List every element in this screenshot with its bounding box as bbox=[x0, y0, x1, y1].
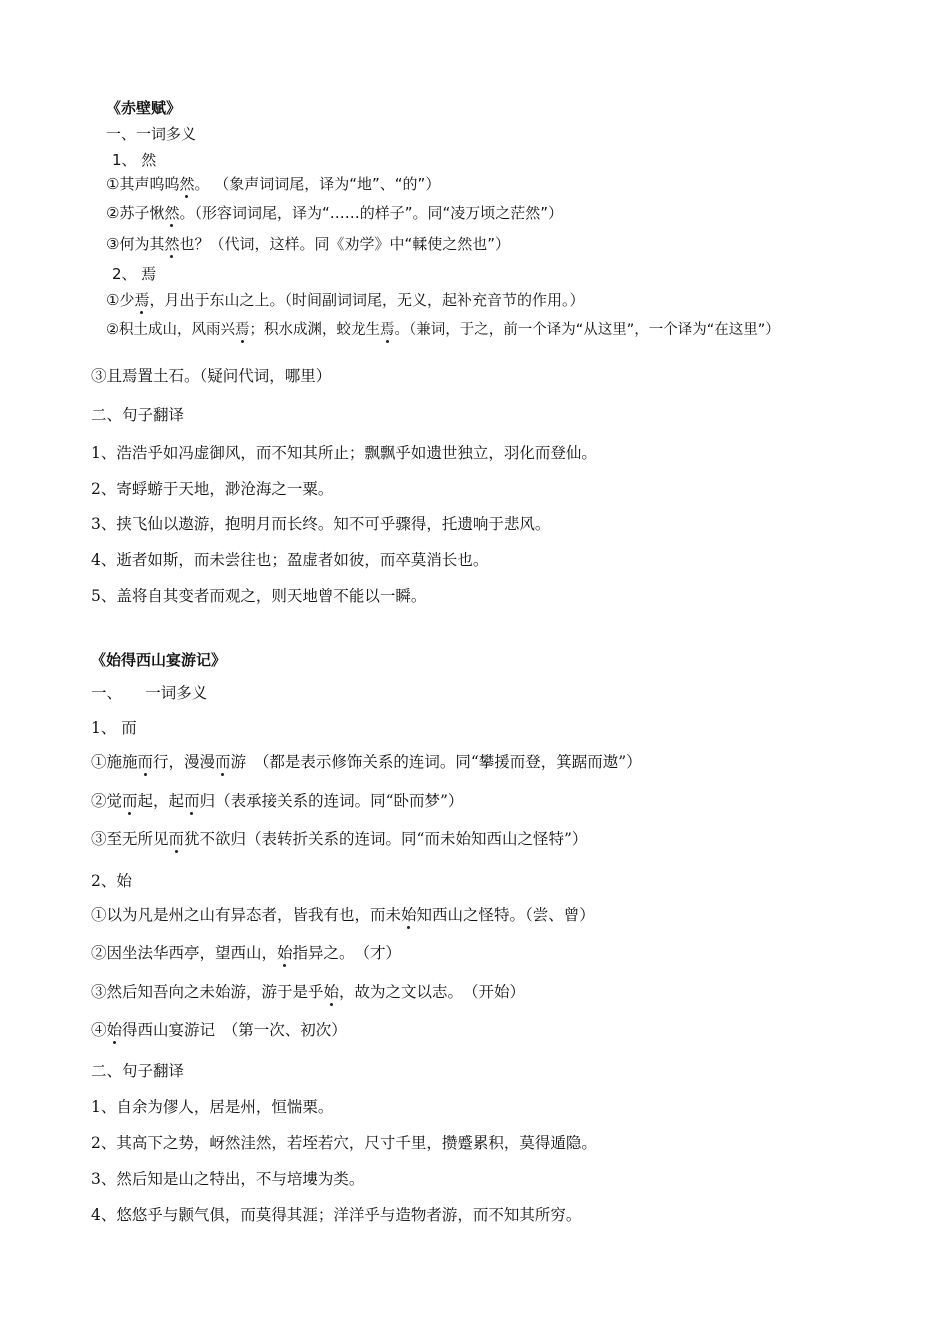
keyword: 焉 bbox=[122, 367, 138, 385]
chibi-ran-item-2 bbox=[106, 203, 563, 223]
item-text: 行，漫漫 bbox=[153, 753, 216, 771]
item-text: 归（表承接关系的连词。同“卧而梦”） bbox=[199, 792, 464, 810]
xishan-shi-item-1 bbox=[91, 905, 595, 925]
item-text: 得西山宴游记 （第一次、初次） bbox=[122, 1021, 347, 1039]
chibi-ran-item-1 bbox=[106, 174, 440, 194]
chibi-heading-translation: 二、句子翻译 bbox=[91, 406, 185, 424]
item-text: ③且 bbox=[91, 367, 123, 385]
dotted-keyword: 然 bbox=[164, 204, 180, 222]
item-text: 也？（代词，这样。同《劝学》中“輮使之然也”） bbox=[179, 235, 511, 253]
xishan-shi-item-4 bbox=[91, 1020, 347, 1040]
chibi-sentence-4: 4、逝者如斯，而未尝往也；盈虚者如彼，而卒莫消长也。 bbox=[91, 551, 489, 569]
item-text: ③至无所见 bbox=[91, 830, 169, 848]
item-text: 知西山之怪特。（尝、曾） bbox=[416, 906, 595, 924]
dotted-keyword: 始 bbox=[323, 983, 340, 1001]
chibi-yan-item-2 bbox=[106, 320, 780, 340]
item-text: ①以为凡是州之山有异态者，皆我有也，而未 bbox=[91, 906, 402, 924]
item-text: 起，起 bbox=[137, 792, 185, 810]
item-text: 。（兼词，于之，前一个译为“从这里”，一个译为“在这里”） bbox=[394, 322, 780, 338]
xishan-er-item-1 bbox=[91, 752, 642, 772]
xishan-sentence-4: 4、悠悠乎与颢气俱，而莫得其涯；洋洋乎与造物者游，而不知其所穷。 bbox=[91, 1206, 582, 1224]
dotted-keyword: 而 bbox=[168, 830, 185, 848]
chibi-sentence-3: 3、挟飞仙以遨游，抱明月而长终。知不可乎骤得，托遗响于悲风。 bbox=[91, 515, 551, 533]
item-text: 。 （象声词词尾，译为“地”、“的”） bbox=[194, 175, 441, 193]
xishan-er-item-3 bbox=[91, 829, 587, 849]
item-text: ③何为其 bbox=[106, 235, 165, 253]
xishan-heading-polysemy: 一、 一词多义 bbox=[91, 684, 208, 702]
xishan-word-label-er: 1、 而 bbox=[91, 719, 137, 737]
dotted-keyword: 然 bbox=[164, 235, 180, 253]
item-text: ③然后知吾向之未始游，游于是乎 bbox=[91, 983, 324, 1001]
dotted-keyword: 焉 bbox=[235, 322, 250, 338]
section-title-chibi: 《赤壁赋》 bbox=[106, 99, 182, 117]
item-text: ④ bbox=[91, 1021, 107, 1039]
dotted-keyword: 始 bbox=[277, 944, 293, 962]
chibi-word-label-yan: 2、 焉 bbox=[112, 265, 157, 283]
item-text: 指异之。 （才） bbox=[292, 944, 402, 962]
xishan-heading-translation: 二、句子翻译 bbox=[91, 1062, 185, 1080]
item-text: 。（形容词词尾，译为“……的样子”。同“凌万顷之茫然”） bbox=[179, 204, 564, 222]
chibi-sentence-1: 1、浩浩乎如冯虚御风，而不知其所止；飘飘乎如遗世独立，羽化而登仙。 bbox=[91, 444, 597, 462]
item-text: 犹不欲归（表转折关系的连词。同“而未始知西山之怪特”） bbox=[184, 830, 588, 848]
dotted-keyword: 而 bbox=[137, 753, 154, 771]
item-text: ，故为之文以志。 （开始） bbox=[339, 983, 526, 1001]
dotted-keyword: 始 bbox=[401, 906, 417, 924]
item-text: ②积土成山，风雨兴 bbox=[106, 322, 235, 338]
dotted-keyword: 而 bbox=[215, 753, 231, 771]
item-text: 置土石。（疑问代词，哪里） bbox=[137, 367, 332, 385]
chibi-sentence-5: 5、盖将自其变者而观之，则天地曾不能以一瞬。 bbox=[91, 587, 427, 605]
dotted-keyword: 而 bbox=[184, 792, 200, 810]
dotted-keyword: 然 bbox=[179, 175, 195, 193]
dotted-keyword: 焉 bbox=[134, 291, 150, 309]
dotted-keyword: 而 bbox=[122, 792, 138, 810]
item-text: ；积水成渊，蛟龙生 bbox=[249, 322, 380, 338]
dotted-keyword: 始 bbox=[106, 1021, 123, 1039]
xishan-sentence-2: 2、其高下之势，岈然洼然，若垤若穴，尺寸千里，攒蹙累积，莫得遁隐。 bbox=[91, 1134, 597, 1152]
chibi-heading-polysemy: 一、一词多义 bbox=[106, 125, 197, 143]
item-text: ①少 bbox=[106, 291, 135, 309]
chibi-sentence-2: 2、寄蜉蝣于天地，渺沧海之一粟。 bbox=[91, 480, 334, 498]
xishan-sentence-3: 3、然后知是山之特出，不与培塿为类。 bbox=[91, 1170, 365, 1188]
chibi-yan-item-3 bbox=[91, 366, 331, 386]
item-text: 游 （都是表示修饰关系的连词。同“攀援而登，箕踞而遨”） bbox=[230, 753, 642, 771]
chibi-yan-item-1 bbox=[106, 290, 584, 310]
item-text: ②苏子愀 bbox=[106, 204, 165, 222]
item-text: ①施施 bbox=[91, 753, 138, 771]
xishan-sentence-1: 1、自余为僇人，居是州，恒惴栗。 bbox=[91, 1098, 334, 1116]
item-text: ②觉 bbox=[91, 792, 123, 810]
xishan-shi-item-2 bbox=[91, 943, 401, 963]
xishan-word-label-shi: 2、始 bbox=[91, 872, 132, 890]
item-text: ①其声呜呜 bbox=[106, 175, 180, 193]
section-title-xishan: 《始得西山宴游记》 bbox=[91, 651, 227, 669]
xishan-er-item-2 bbox=[91, 791, 463, 811]
xishan-shi-item-3 bbox=[91, 982, 525, 1002]
chibi-ran-item-3 bbox=[106, 234, 510, 254]
item-text: ②因坐法华西亭，望西山， bbox=[91, 944, 278, 962]
chibi-word-label-ran: 1、 然 bbox=[112, 151, 157, 169]
item-text: ，月出于东山之上。（时间副词词尾，无义，起补充音节的作用。） bbox=[149, 291, 585, 309]
dotted-keyword: 焉 bbox=[380, 322, 395, 338]
